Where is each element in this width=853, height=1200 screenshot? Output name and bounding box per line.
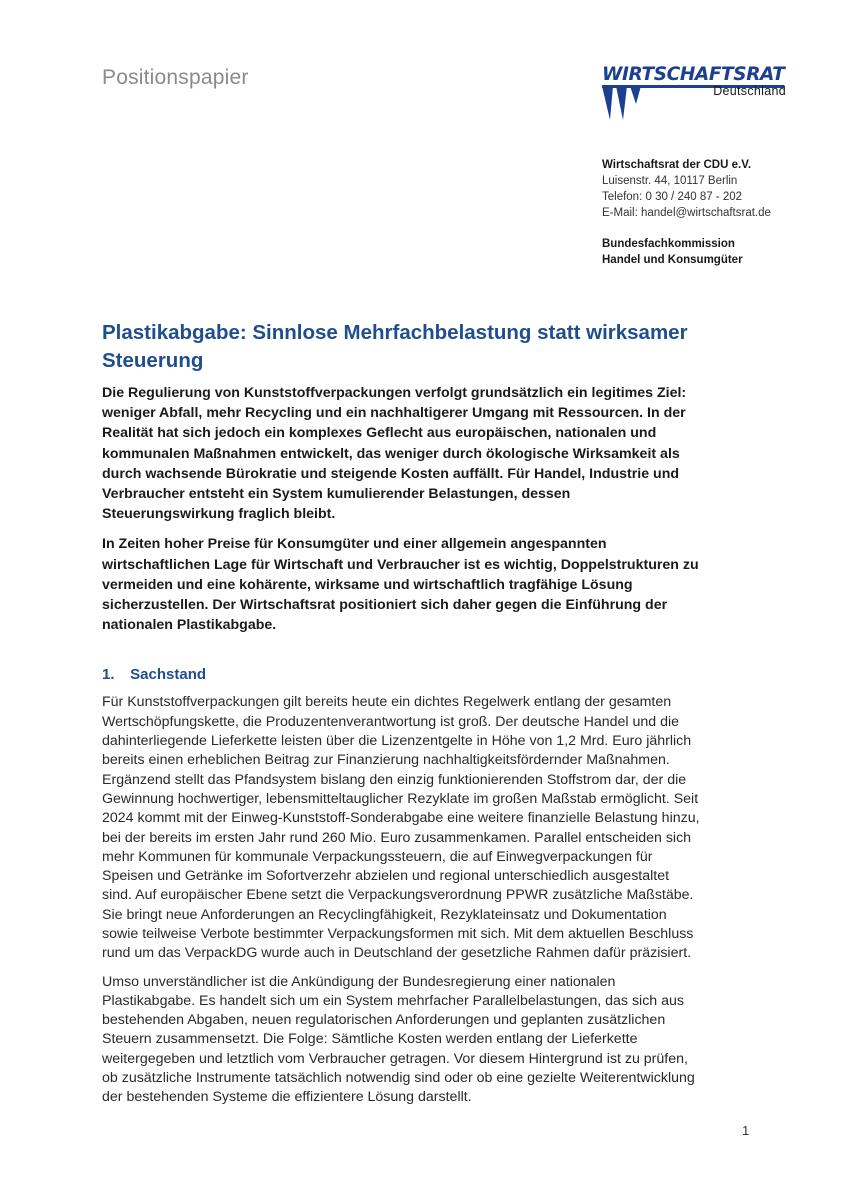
contact-organization: Wirtschaftsrat der CDU e.V. [602,159,752,171]
commission-line-1: Bundesfachkommission [602,238,735,250]
section-title: Sachstand [130,666,207,684]
document-title: Plastikabgabe: Sinnlose Mehrfachbelastung statt wirksamer Steuerung [102,321,688,372]
section-number: 1. [102,666,115,684]
commission-line-2: Handel und Konsumgüter [602,254,743,266]
contact-phone: Telefon: 0 30 / 240 87 - 202 [602,191,743,203]
lead-paragraph: In Zeiten hoher Preise für Konsumgüter und einer allgemein angespannten wirtschaftlichen Lage für Wirtschaft und Verbraucher ist es wichtig, Doppelstrukturen zu vermeiden und eine kohärente, wirksame und wirtschaftlich tragfähige Lösung sicherzustellen. Der Wirtschaftsrat positioniert sich daher gegen die Einführung der nationalen Plastikabgabe. [102,536,699,634]
section-heading [102,665,702,685]
contact-email: E-Mail: handel@wirtschaftsrat.de [602,207,771,219]
wirtschaftsrat-logo [602,64,792,124]
contact-block [602,157,771,221]
logo-wordmark: WIRTSCHAFTSRAT [602,64,784,88]
page-number: 1 [742,1123,750,1138]
body-paragraph: Für Kunststoffverpackungen gilt bereits heute ein dichtes Regelwerk entlang der gesamten Wertschöpfungskette, die Produzentenverantwortung ist groß. Der deutsche Handel und die dahinterliegende Lieferkette leisten über die Lizenzentgelte in Höhe von 1,2 Mrd. Euro jährlich bereits einen erheblichen Beitrag zur Finanzierung nachhaltigkeitsfördernder Maßnahmen. Ergänzend stellt das Pfandsystem bislang den einzig funktionierenden Stoffstrom dar, der die Gewinnung hochwertiger, lebensmitteltauglicher Rezyklate im großen Maßstab ermöglicht. Seit 2024 kommt mit der Einweg-Kunststoff-Sonderabgabe eine weitere finanzielle Belastung hinzu, bei der bereits im ersten Jahr rund 260 Mio. Euro zusammenkamen. Parallel entscheiden sich mehr Kommunen für kommunale Verpackungssteuern, die auf Einwegverpackungen für Speisen und Getränke im Sofortverzehr abzielen und regional unterschiedlich ausgestaltet sind. Auf europäischer Ebene setzt die Verpackungsverordnung PPWR zusätzliche Maßstäbe. Sie bringt neue Anforderungen an Recyclingfähigkeit, Rezyklateinsatz und Dokumentation sowie teilweise Verbote bestimmter Verpackungsformen mit sich. Mit dem aktuellen Beschluss rund um das VerpackDG wurde auch in Deutschland der gesetzliche Rahmen dafür präzisiert. [102,694,700,962]
body-paragraph: Umso unverständlicher ist die Ankündigung der Bundesregierung einer nationalen Plastikabgabe. Es handelt sich um ein System mehrfacher Parallelbelastungen, das sich aus bestehenden Abgaben, neuen regulatorischen Anforderungen und geplanten zusätzlichen Steuern zusammensetzt. Die Folge: Sämtliche Kosten werden entlang der Lieferkette weitergegeben und letztlich vom Verbraucher getragen. Vor diesem Hintergrund ist zu prüfen, ob zusätzliche Instrumente tatsächlich notwendig sind oder ob eine gezielte Weiterentwicklung der bestehenden Systeme die effizientere Lösung darstellt. [102,973,695,1106]
contact-address: Luisenstr. 44, 10117 Berlin [602,175,738,187]
commission-block [602,236,743,268]
document-body [102,319,702,1117]
logo-subtitle: Deutschland [713,84,786,98]
logo-mark-icon [602,86,642,124]
lead-paragraph: Die Regulierung von Kunststoffverpackungen verfolgt grundsätzlich ein legitimes Ziel: weniger Abfall, mehr Recycling und ein nachhaltigerer Umgang mit Ressourcen. In der Realität hat sich jedoch ein komplexes Geflecht aus europäischen, nationalen und kommunalen Maßnahmen entwickelt, das weniger durch ökologische Wirksamkeit als durch wachsende Bürokratie und steigende Kosten auffällt. Für Handel, Industrie und Verbraucher entsteht ein System kumulierender Belastungen, dessen Steuerungswirkung fraglich bleibt. [102,385,687,523]
document-type-label: Positionspapier [102,66,249,89]
